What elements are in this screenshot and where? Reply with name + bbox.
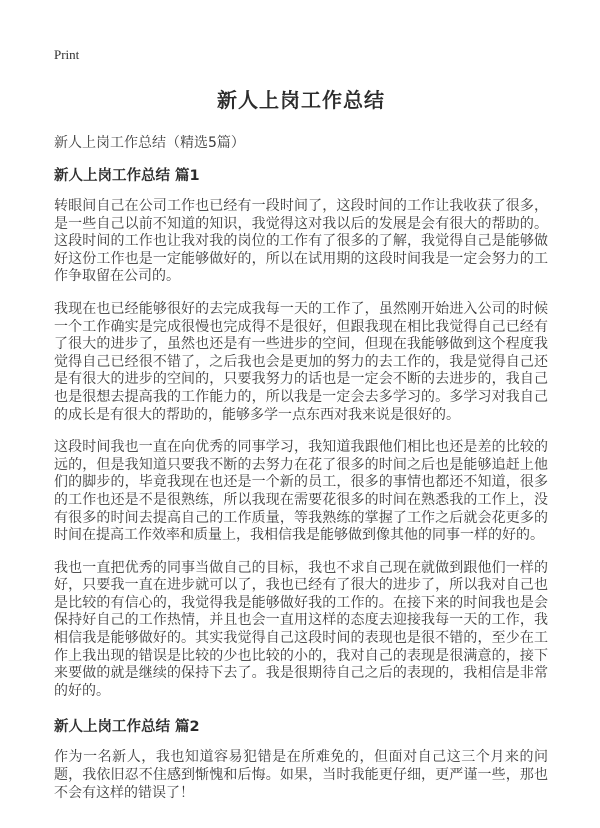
section-heading-part1: 新人上岗工作总结 篇1	[54, 168, 200, 184]
document-subtitle: 新人上岗工作总结（精选5篇）	[54, 135, 245, 151]
paragraph: 我也一直把优秀的同事当做自己的目标，我也不求自己现在就做到跟他们一样的好，只要我一直在进步就可以了，我也已经有了很大的进步了，所以我对自己也是比较的有信心的，我觉得我是能够做好我的工作的。在接下来的时间我也是会保持好自己的工作热情，并且也会一直用这样的态度去迎接我每一天的工作，我相信我是能够做好的。其实我觉得自己这段时间的表现也是很不错的，至少在工作上我出现的错误是比较的少也比较的小的，我对自己的表现是很满意的，接下来要做的就是继续的保持下去了。我是很期待自己之后的表现的，我相信是非常的好的。	[54, 559, 548, 699]
print-button[interactable]: Print	[54, 47, 80, 62]
paragraph: 我现在也已经能够很好的去完成我每一天的工作了，虽然刚开始进入公司的时候一个工作确实是完成很慢也完成得不是很好，但跟我现在相比我觉得自己已经有了很大的进步了，虽然也还是有一些进步的空间，但现在我能够做到这个程度我觉得自己已经很不错了，之后我也会是更加的努力的去工作的，我是觉得自己还是有很大的进步的空间的，只要我努力的话也是一定会不断的去进步的，我自己也是很想去提高我的工作能力的，所以我是一定会去多学习的。多学习对我自己的成长是有很大的帮助的，能够多学一点东西对我来说是很好的。	[54, 300, 548, 423]
paragraph: 作为一名新人，我也知道容易犯错是在所难免的，但面对自己这三个月来的问题，我依旧忍不住感到惭愧和后悔。如果，当时我能更仔细，更严谨一些，那也不会有这样的错误了！	[54, 749, 548, 801]
section-heading-part2: 新人上岗工作总结 篇2	[54, 719, 200, 736]
paragraph: 转眼间自己在公司工作也已经有一段时间了，这段时间的工作让我收获了很多，是一些自己以前不知道的知识，我觉得这对我以后的发展是会有很大的帮助的。这段时间的工作也让我对我的岗位的工作有了很多的了解，我觉得自己是能够做好这份工作也是一定能够做好的，所以在试用期的这段时间我是一定会努力的工作争取留在公司的。	[54, 198, 548, 285]
page-title: 新人上岗工作总结	[217, 88, 385, 112]
paragraph: 这段时间我也一直在向优秀的同事学习，我知道我跟他们相比也还是差的比较的远的，但是我知道只要我不断的去努力在花了很多的时间之后也是能够追赶上他们的脚步的，毕竟我现在也还是一个新的员工，很多的事情也都还不知道，很多的工作也还是不是很熟练，所以我现在需要花很多的时间在熟悉我的工作上，没有很多的时间去提高自己的工作质量，等我熟练的掌握了工作之后就会花更多的时间在提高工作效率和质量上，我相信我是能够做到像其他的同事一样的好的。	[54, 439, 548, 544]
